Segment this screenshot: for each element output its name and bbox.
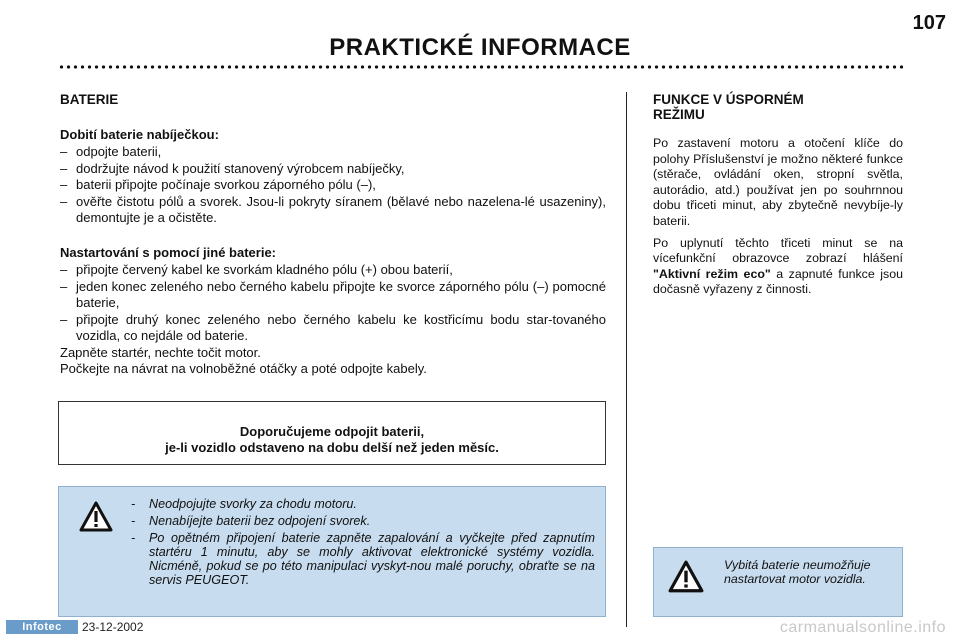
instruction-line: Počkejte na návrat na volnoběžné otáčky a poté odpojte kabely. <box>60 361 427 376</box>
eco-paragraph-2: Po uplynutí těchto třiceti minut se na vícefunkční obrazovce zobrazí hlášení "Aktivní režim eco" a zapnuté funkce jsou dočasně vyřazeny z činnosti. <box>653 235 903 297</box>
battery-warning-text: Vybitá baterie neumožňuje nastartovat motor vozidla. <box>724 558 871 586</box>
battery-warning-note <box>653 547 903 617</box>
section-heading-eco-mode: FUNKCE V ÚSPORNÉM REŽIMU <box>653 92 804 122</box>
recommendation-box <box>58 401 606 465</box>
list-item: – ověřte čistotu pólů a svorek. Jsou-li pokryty síranem (bělavé nebo nazelena-lé usazeniny), demontujte je a očistěte. <box>60 193 606 225</box>
recommendation-line-1: Doporučujeme odpojit baterii, <box>239 424 425 439</box>
infotec-logo: Infotec <box>6 620 78 634</box>
left-column <box>60 92 606 378</box>
warning-item: - Nenabíjejte baterii bez odpojení svorek. <box>131 514 371 528</box>
eco-message: "Aktivní režim eco" <box>653 266 771 281</box>
warning-triangle-icon <box>668 560 704 599</box>
dotted-divider <box>58 64 904 70</box>
instruction-line: Zapněte startér, nechte točit motor. <box>60 344 261 360</box>
list-item: – jeden konec zeleného nebo černého kabelu připojte ke svorce záporného pólu (–) pomocné baterie, <box>60 278 606 310</box>
warning-note <box>58 486 606 617</box>
list-item: – připojte červený kabel ke svorkám kladného pólu (+) obou baterií, <box>60 262 453 277</box>
list-item: – dodržujte návod k použití stanovený výrobcem nabíječky, <box>60 160 405 176</box>
jump-start-subheading: Nastartování s pomocí jiné baterie: <box>60 244 277 260</box>
list-item: – odpojte baterii, <box>60 144 162 159</box>
list-item: – připojte druhý konec zeleného nebo černého kabelu ke kostřicímu bodu star-tovaného vozidla, co nejdále od baterie. <box>60 311 606 343</box>
page-number: 107 <box>912 12 946 34</box>
charging-subheading: Dobití baterie nabíječkou: <box>60 126 219 142</box>
footer-date: 23-12-2002 <box>82 620 144 634</box>
column-divider <box>626 92 627 627</box>
list-item: – baterii připojte počínaje svorkou záporného pólu (–), <box>60 177 376 192</box>
recommendation-line-2: je-li vozidlo odstaveno na dobu delší než jeden měsíc. <box>165 440 499 455</box>
warning-triangle-icon <box>79 501 113 538</box>
page-title: PRAKTICKÉ INFORMACE <box>329 34 631 61</box>
eco-paragraph-1: Po zastavení motoru a otočení klíče do polohy Příslušenství je možno některé funkce (stěrače, ovládání oken, stropní světla, autorádio, atd.) používat jen po souhrnnou dobu třiceti minut, aby zbytečně nevybíje-ly baterii. <box>653 136 903 228</box>
right-column <box>653 92 903 304</box>
warning-item: - Po opětném připojení baterie zapněte zapalování a vyčkejte před zapnutím startéru 1 minutu, aby se mohly aktivovat elektronické systémy vozidla. Nicméně, pokud se po této manipulaci vyskyt-nou malé poruchy, obraťte se na servis PEUGEOT. <box>131 531 595 587</box>
watermark: carmanualsonline.info <box>779 619 946 636</box>
section-heading-battery: BATERIE <box>60 92 119 107</box>
warning-item: - Neodpojujte svorky za chodu motoru. <box>131 497 357 511</box>
